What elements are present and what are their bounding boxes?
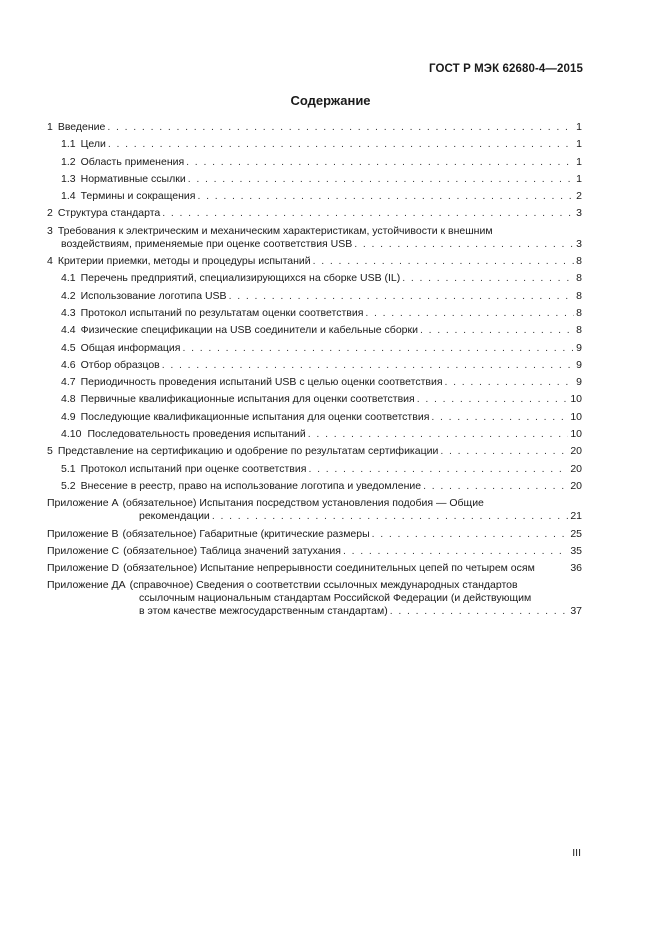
toc-entry-text bbox=[61, 138, 106, 151]
toc-entry-text bbox=[47, 562, 535, 575]
toc-leader-dots bbox=[107, 121, 574, 134]
toc-entry-text bbox=[61, 359, 160, 372]
toc-subsection-entry[interactable] bbox=[47, 173, 582, 186]
toc-entry-text-continued: воздействиям, применяемые при оценке соответствия USB bbox=[61, 237, 353, 250]
toc-entry-number: 1 bbox=[47, 121, 53, 133]
toc-subsection-entry[interactable] bbox=[47, 480, 582, 493]
toc-page-number: 10 bbox=[570, 428, 582, 441]
toc-page-number: 8 bbox=[576, 306, 582, 319]
toc-page-number: 3 bbox=[576, 237, 582, 250]
toc-entry-title: (обязательное) Испытания посредством установления подобия — Общие bbox=[122, 497, 484, 510]
toc-entry-text bbox=[47, 545, 341, 558]
toc-entry-text bbox=[61, 190, 195, 203]
toc-entry-title: Отбор образцов bbox=[80, 358, 160, 371]
toc-leader-dots bbox=[423, 480, 568, 493]
toc-entry-text bbox=[47, 121, 105, 134]
page-number: III bbox=[572, 847, 581, 859]
toc-subsection-entry[interactable] bbox=[47, 307, 582, 320]
toc-entry-title: Термины и сокращения bbox=[80, 190, 196, 203]
toc-leader-dots bbox=[182, 342, 574, 355]
toc-leader-dots bbox=[365, 307, 574, 320]
toc-entry-title: Протокол испытаний при оценке соответствия bbox=[80, 462, 307, 475]
toc-entry-number: 4.6 bbox=[61, 358, 76, 371]
toc-page-number: 20 bbox=[570, 479, 582, 492]
toc-entry-title: Перечень предприятий, специализирующихся на сборке USB (IL) bbox=[80, 272, 401, 285]
standard-code: ГОСТ Р МЭК 62680-4—2015 bbox=[429, 63, 583, 75]
toc-title: Содержание bbox=[290, 93, 371, 108]
toc-page-number: 1 bbox=[576, 138, 582, 151]
toc-entry-title: (обязательное) Таблица значений затухания bbox=[123, 544, 341, 557]
toc-entry-title: (справочное) Сведения о соответствии ссылочных международных стандартов bbox=[129, 579, 518, 592]
toc-entry-number: 4.7 bbox=[61, 376, 76, 389]
toc-leader-dots bbox=[402, 272, 574, 285]
toc-entry-title: Периодичность проведения испытаний USB с целью оценки соответствия bbox=[80, 376, 443, 389]
toc-subsection-entry[interactable] bbox=[47, 359, 582, 372]
toc-entry-text bbox=[61, 307, 363, 320]
toc-entry-number: 4 bbox=[47, 255, 53, 268]
toc-entry-text bbox=[61, 411, 429, 424]
toc-entry-title: (обязательное) Габаритные (критические размеры bbox=[122, 527, 370, 540]
toc-page-number: 20 bbox=[570, 462, 582, 475]
toc-leader-dots bbox=[308, 463, 568, 476]
toc-subsection-entry[interactable] bbox=[47, 393, 582, 406]
toc-subsection-entry[interactable] bbox=[47, 463, 582, 476]
toc-entry-text bbox=[61, 272, 400, 285]
toc-leader-dots bbox=[390, 605, 569, 618]
toc-section-entry[interactable] bbox=[47, 225, 582, 251]
toc-appendix-entry[interactable] bbox=[47, 562, 582, 575]
toc-leader-dots bbox=[308, 428, 569, 441]
toc-leader-dots bbox=[212, 510, 569, 523]
toc-leader-dots bbox=[420, 324, 574, 337]
toc-entry-text bbox=[61, 173, 186, 186]
toc-entry-title: Структура стандарта bbox=[57, 207, 161, 220]
toc-entry-text bbox=[61, 463, 306, 476]
toc-entry-number: Приложение ДА bbox=[47, 579, 126, 592]
toc-entry-title: Внесение в реестр, право на использование логотипа и уведомление bbox=[80, 479, 422, 492]
toc-entry-text bbox=[61, 376, 443, 389]
toc-section-entry[interactable] bbox=[47, 445, 582, 458]
toc-section-entry[interactable] bbox=[47, 255, 582, 268]
toc-page-number: 8 bbox=[576, 289, 582, 302]
toc-entry-title: Введение bbox=[57, 121, 106, 133]
toc-entry-number: 1.2 bbox=[61, 155, 76, 168]
toc-entry-number: 4.1 bbox=[61, 272, 76, 285]
toc-appendix-entry[interactable] bbox=[47, 545, 582, 558]
toc-leader-dots bbox=[417, 393, 569, 406]
toc-page-number: 10 bbox=[570, 410, 582, 423]
toc-entry-number: 5.1 bbox=[61, 462, 76, 475]
toc-page-number: 1 bbox=[576, 155, 582, 168]
toc-entry-number: 1.4 bbox=[61, 190, 76, 203]
toc-entry-number: 1.1 bbox=[61, 138, 76, 151]
toc-entry-text bbox=[47, 579, 518, 592]
toc-page-number: 8 bbox=[576, 272, 582, 285]
toc-entry-title: (обязательное) Испытание непрерывности соединительных цепей по четырем осям bbox=[123, 562, 535, 575]
toc-subsection-entry[interactable] bbox=[47, 138, 582, 151]
toc-page-number: 9 bbox=[576, 341, 582, 354]
toc-page-number: 2 bbox=[576, 190, 582, 203]
toc-entry-text bbox=[47, 445, 438, 458]
toc-entry-title: Область применения bbox=[80, 155, 185, 168]
toc-leader-dots bbox=[431, 411, 568, 424]
toc-entry-text bbox=[47, 497, 484, 510]
table-of-contents bbox=[47, 121, 582, 618]
toc-leader-dots bbox=[354, 238, 574, 251]
toc-entry-text-continued: в этом качестве межгосударственным стандартам) bbox=[139, 605, 388, 618]
toc-subsection-entry[interactable] bbox=[47, 428, 582, 441]
toc-entry-number: 5.2 bbox=[61, 479, 76, 492]
toc-page-number: 35 bbox=[570, 544, 582, 557]
toc-page-number: 8 bbox=[576, 324, 582, 337]
toc-entry-text bbox=[47, 255, 311, 268]
toc-leader-dots bbox=[186, 156, 574, 169]
toc-leader-dots bbox=[197, 190, 574, 203]
toc-entry-text bbox=[61, 290, 227, 303]
toc-page-number: 25 bbox=[570, 527, 582, 540]
toc-entry-number: Приложение А bbox=[47, 497, 119, 510]
toc-leader-dots bbox=[440, 445, 568, 458]
toc-entry-number: 3 bbox=[47, 224, 53, 237]
toc-subsection-entry[interactable] bbox=[47, 272, 582, 285]
toc-leader-dots bbox=[162, 207, 574, 220]
toc-entry-text-continued: ссылочным национальным стандартам Российской Федерации (и действующим bbox=[139, 592, 532, 605]
toc-entry-title: Общая информация bbox=[80, 341, 181, 354]
toc-entry-number: Приложение С bbox=[47, 544, 120, 557]
toc-entry-text bbox=[47, 528, 370, 541]
toc-leader-dots bbox=[372, 528, 569, 541]
toc-entry-text bbox=[61, 428, 306, 441]
toc-subsection-entry[interactable] bbox=[47, 411, 582, 424]
toc-subsection-entry[interactable] bbox=[47, 376, 582, 389]
toc-page-number: 3 bbox=[576, 207, 582, 220]
toc-entry-number: 4.10 bbox=[61, 428, 82, 441]
toc-entry-text bbox=[61, 480, 421, 493]
toc-entry-text bbox=[61, 393, 415, 406]
toc-leader-dots bbox=[445, 376, 575, 389]
toc-entry-title: Использование логотипа USB bbox=[80, 289, 227, 302]
toc-entry-title: Последующие квалификационные испытания для оценки соответствия bbox=[80, 410, 430, 423]
toc-entry-title: Представление на сертификацию и одобрение по результатам сертификации bbox=[57, 445, 439, 458]
toc-entry-title: Нормативные ссылки bbox=[80, 172, 186, 185]
toc-appendix-entry[interactable] bbox=[47, 497, 582, 523]
toc-entry-title: Критерии приемки, методы и процедуры испытаний bbox=[57, 255, 311, 268]
toc-entry-number: 4.5 bbox=[61, 341, 76, 354]
toc-page-number: 21 bbox=[570, 510, 582, 523]
toc-appendix-entry[interactable] bbox=[47, 579, 582, 618]
toc-page-number: 9 bbox=[576, 376, 582, 389]
toc-page-number: 1 bbox=[576, 172, 582, 185]
toc-page-number: 37 bbox=[570, 605, 582, 618]
toc-entry-title: Требования к электрическим и механическим характеристикам, устойчивости к внешним bbox=[57, 224, 493, 237]
toc-entry-text bbox=[61, 324, 418, 337]
toc-subsection-entry[interactable] bbox=[47, 190, 582, 203]
toc-entry-text bbox=[61, 342, 180, 355]
toc-leader-dots bbox=[188, 173, 574, 186]
toc-page-number: 1 bbox=[576, 121, 582, 133]
toc-entry-number: Приложение В bbox=[47, 527, 119, 540]
toc-entry-number: 2 bbox=[47, 207, 53, 220]
toc-entry-title: Физические спецификации на USB соединители и кабельные сборки bbox=[80, 324, 418, 337]
toc-entry-number: Приложение D bbox=[47, 562, 120, 575]
toc-page-number: 20 bbox=[570, 445, 582, 458]
toc-entry-title: Протокол испытаний по результатам оценки соответствия bbox=[80, 306, 364, 319]
toc-subsection-entry[interactable] bbox=[47, 156, 582, 169]
toc-leader-dots bbox=[229, 290, 575, 303]
toc-entry-number: 5 bbox=[47, 445, 53, 458]
toc-entry-number: 4.4 bbox=[61, 324, 76, 337]
toc-subsection-entry[interactable] bbox=[47, 342, 582, 355]
toc-section-entry[interactable] bbox=[47, 121, 582, 134]
toc-subsection-entry[interactable] bbox=[47, 290, 582, 303]
toc-entry-title: Первичные квалификационные испытания для оценки соответствия bbox=[80, 393, 415, 406]
toc-entry-title: Последовательность проведения испытаний bbox=[87, 428, 306, 441]
toc-appendix-entry[interactable] bbox=[47, 528, 582, 541]
toc-leader-dots bbox=[162, 359, 574, 372]
toc-entry-text bbox=[47, 225, 493, 238]
toc-entry-text bbox=[47, 207, 160, 220]
toc-leader-dots bbox=[108, 138, 574, 151]
toc-entry-number: 4.2 bbox=[61, 289, 76, 302]
toc-page-number: 10 bbox=[570, 393, 582, 406]
toc-entry-number: 4.3 bbox=[61, 306, 76, 319]
toc-subsection-entry[interactable] bbox=[47, 324, 582, 337]
toc-page-number: 36 bbox=[570, 562, 582, 575]
toc-leader-dots bbox=[343, 545, 568, 558]
toc-entry-number: 1.3 bbox=[61, 172, 76, 185]
toc-entry-text bbox=[61, 156, 184, 169]
toc-entry-number: 4.9 bbox=[61, 410, 76, 423]
toc-page-number: 9 bbox=[576, 358, 582, 371]
toc-entry-text-continued: рекомендации bbox=[139, 510, 210, 523]
toc-leader-dots bbox=[313, 255, 575, 268]
toc-entry-number: 4.8 bbox=[61, 393, 76, 406]
toc-page-number: 8 bbox=[576, 255, 582, 268]
toc-section-entry[interactable] bbox=[47, 207, 582, 220]
toc-entry-title: Цели bbox=[80, 138, 106, 151]
